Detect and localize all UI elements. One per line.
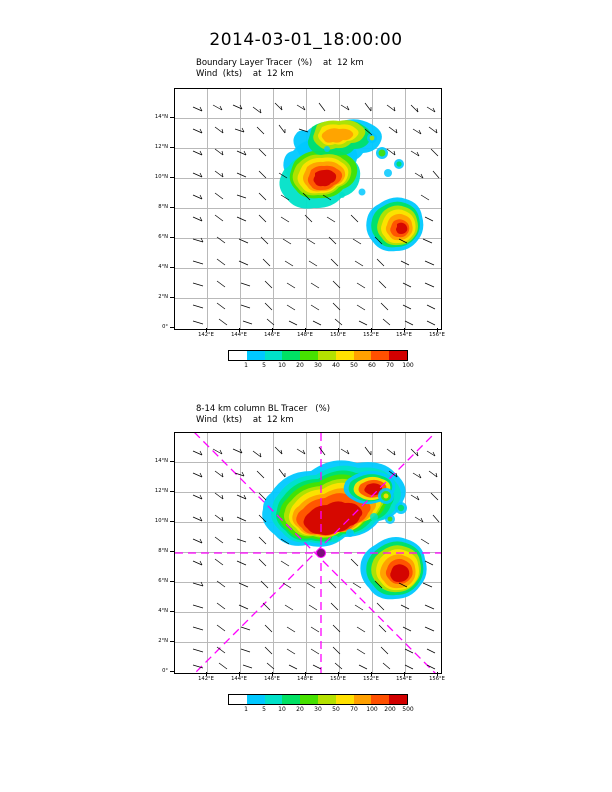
colorbar-tick-label: 40 bbox=[332, 362, 340, 369]
ytick-label: 12°N bbox=[154, 488, 168, 494]
colorbar-swatch bbox=[229, 351, 247, 360]
colorbar-swatch bbox=[265, 695, 283, 704]
colorbar-swatch bbox=[371, 695, 389, 704]
ytick-label: 2°N bbox=[158, 638, 168, 644]
colorbar-swatch bbox=[300, 351, 318, 360]
page-title: 2014-03-01_18:00:00 bbox=[209, 30, 403, 50]
colorbar-swatch bbox=[371, 351, 389, 360]
colorbar-swatch bbox=[300, 695, 318, 704]
colorbar-tick-label: 100 bbox=[402, 362, 414, 369]
ytick-label: 2°N bbox=[158, 294, 168, 300]
wind-barbs-bottom bbox=[175, 433, 441, 673]
colorbar-swatch bbox=[336, 695, 354, 704]
xtick-label: 142°E bbox=[198, 332, 214, 338]
xtick-label: 148°E bbox=[297, 676, 313, 682]
colorbar-tick-label: 70 bbox=[350, 706, 358, 713]
ytick-label: 10°N bbox=[154, 518, 168, 524]
colorbar-tick-label: 50 bbox=[332, 706, 340, 713]
xtick-label: 154°E bbox=[396, 332, 412, 338]
colorbar-tick-label: 50 bbox=[350, 362, 358, 369]
xtick-label: 150°E bbox=[330, 676, 346, 682]
xtick-label: 146°E bbox=[264, 676, 280, 682]
ytick-label: 0° bbox=[162, 668, 168, 674]
colorbar-swatch bbox=[389, 351, 407, 360]
ytick-label: 8°N bbox=[158, 548, 168, 554]
colorbar-swatch bbox=[282, 695, 300, 704]
xtick-label: 142°E bbox=[198, 676, 214, 682]
colorbar-tick-label: 200 bbox=[384, 706, 396, 713]
colorbar-tick-label: 10 bbox=[278, 706, 286, 713]
colorbar-tick-label: 30 bbox=[314, 362, 322, 369]
colorbar-swatch bbox=[336, 351, 354, 360]
wind-barbs-top bbox=[175, 89, 441, 329]
colorbar-tick-label: 500 bbox=[402, 706, 414, 713]
xtick-label: 150°E bbox=[330, 332, 346, 338]
ytick-label: 6°N bbox=[158, 578, 168, 584]
plot-area-top bbox=[174, 88, 442, 330]
ytick-label: 10°N bbox=[154, 174, 168, 180]
xtick-label: 156°E bbox=[429, 332, 445, 338]
panel-top-subtitle-line2: Wind (kts) at 12 km bbox=[196, 69, 294, 79]
xtick-label: 156°E bbox=[429, 676, 445, 682]
colorbar-swatch bbox=[229, 695, 247, 704]
colorbar-swatch bbox=[318, 351, 336, 360]
panel-bottom-subtitle-line2: Wind (kts) at 12 km bbox=[196, 415, 294, 425]
ytick-label: 4°N bbox=[158, 264, 168, 270]
ytick-label: 12°N bbox=[154, 144, 168, 150]
xtick-label: 148°E bbox=[297, 332, 313, 338]
colorbar-tick-label: 100 bbox=[366, 706, 378, 713]
colorbar-swatch bbox=[247, 351, 265, 360]
ytick-label: 0° bbox=[162, 324, 168, 330]
colorbar-tick-label: 20 bbox=[296, 362, 304, 369]
plot-area-bottom bbox=[174, 432, 442, 674]
ytick-label: 4°N bbox=[158, 608, 168, 614]
colorbar-tick-label: 20 bbox=[296, 706, 304, 713]
panel-bottom-subtitle-line1: 8-14 km column BL Tracer (%) bbox=[196, 404, 331, 414]
xtick-label: 146°E bbox=[264, 332, 280, 338]
colorbar-tick-label: 60 bbox=[368, 362, 376, 369]
colorbar-swatch bbox=[318, 695, 336, 704]
colorbar-tick-label: 5 bbox=[262, 706, 266, 713]
colorbar-swatch bbox=[265, 351, 283, 360]
xtick-label: 154°E bbox=[396, 676, 412, 682]
colorbar-tick-label: 1 bbox=[244, 362, 248, 369]
panel-top-subtitle-line1: Boundary Layer Tracer (%) at 12 km bbox=[196, 58, 364, 68]
colorbar-swatch bbox=[389, 695, 407, 704]
xtick-label: 144°E bbox=[231, 332, 247, 338]
xtick-label: 152°E bbox=[363, 332, 379, 338]
colorbar-swatch bbox=[247, 695, 265, 704]
ytick-label: 6°N bbox=[158, 234, 168, 240]
colorbar-swatch bbox=[354, 695, 372, 704]
ytick-label: 14°N bbox=[154, 114, 168, 120]
ytick-label: 14°N bbox=[154, 458, 168, 464]
colorbar-tick-label: 70 bbox=[386, 362, 394, 369]
colorbar-tick-label: 5 bbox=[262, 362, 266, 369]
colorbar-tick-label: 30 bbox=[314, 706, 322, 713]
colorbar-swatch bbox=[282, 351, 300, 360]
colorbar-tick-label: 10 bbox=[278, 362, 286, 369]
xtick-label: 152°E bbox=[363, 676, 379, 682]
xtick-label: 144°E bbox=[231, 676, 247, 682]
colorbar-tick-label: 1 bbox=[244, 706, 248, 713]
ytick-label: 8°N bbox=[158, 204, 168, 210]
colorbar-swatch bbox=[354, 351, 372, 360]
